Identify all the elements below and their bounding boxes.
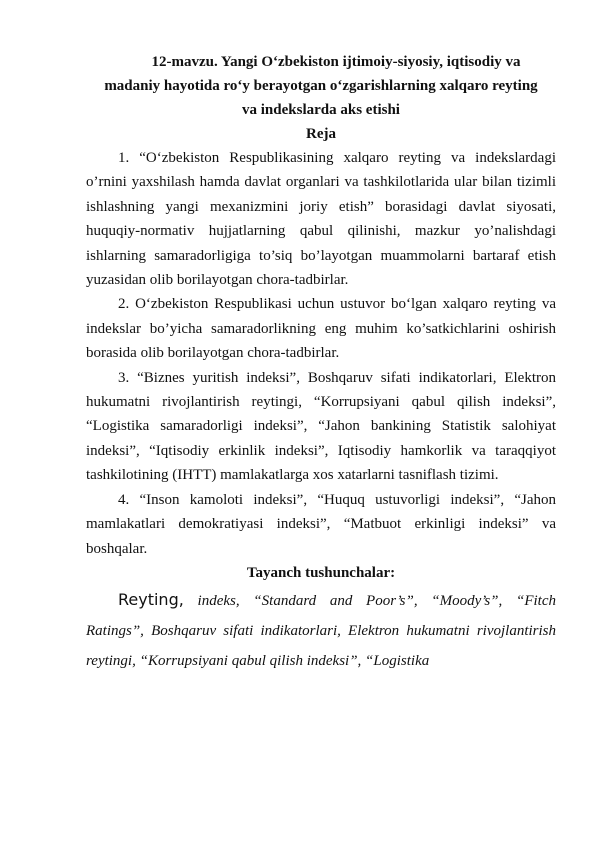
plan-item-2: 2. O‘zbekiston Respublikasi uchun ustuvor bo‘lgan xalqaro reyting va indekslar bo’yicha samaradorlikning eng muhim ko’satkichlarini oshirish borasida olib borilayotgan chora-tadbirlar. bbox=[86, 296, 556, 362]
key-terms-rest: indeks, “Standard and Poor’s”, “Moody’s”, “Fitch Ratings”, Boshqaruv sifati indikatorlari, Elektron hukumatni rivojlantirish reytingi, “Korrupsiyani qabul qilish indeksi”, “Logistika bbox=[86, 592, 556, 669]
key-term-first: Reyting, bbox=[118, 589, 184, 609]
topic-title-line-1: 12-mavzu. Yangi O‘zbekiston ijtimoiy-siyosiy, iqtisodiy va bbox=[151, 54, 521, 70]
topic-title-line-2: madaniy hayotida ro‘y berayotgan o‘zgarishlarning xalqaro reyting bbox=[104, 78, 538, 94]
plan-item-4: 4. “Inson kamoloti indeksi”, “Huquq ustuvorligi indeksi”, “Jahon mamlakatlari demokratiyasi indeksi”, “Matbuot erkinligi indeksi” va boshqalar. bbox=[86, 491, 556, 557]
plan-item-1: 1. “O‘zbekiston Respublikasining xalqaro reyting va indekslardagi o’rnini yaxshilash hamda davlat organlari va tashkilotlarida ular bilan tizimli ishlashning yangi mexanizmini joriy etish” borasidagi davlat siyosati, huquqiy-normativ hujjatlarning qabul qilinishi, mazkur yo’nalishdagi ishlarning samaradorligiga to’siq bo’layotgan muammolarni bartaraf etish yuzasidan olib borilayotgan chora-tadbirlar. bbox=[86, 150, 556, 289]
plan-item-3: 3. “Biznes yuritish indeksi”, Boshqaruv sifati indikatorlari, Elektron hukumatni rivojlantirish reytingi, “Korrupsiyani qabul qilish indeksi”, “Logistika samaradorligi indeksi”, “Jahon bankining Statistik salohiyat indeksi”, “Iqtisodiy erkinlik indeksi”, Iqtisodiy hamkorlik va taraqqiyot tashkilotining (IHTT) mamlakatlarga xos xatarlarni tasniflash tizimi. bbox=[86, 369, 556, 484]
plan-heading: Reja bbox=[306, 126, 336, 142]
topic-title-line-3: va indekslarda aks etishi bbox=[242, 102, 400, 118]
document-page bbox=[86, 50, 556, 676]
key-terms-heading: Tayanch tushunchalar: bbox=[246, 564, 396, 581]
topic-title bbox=[86, 50, 556, 122]
key-terms-paragraph bbox=[86, 585, 556, 676]
